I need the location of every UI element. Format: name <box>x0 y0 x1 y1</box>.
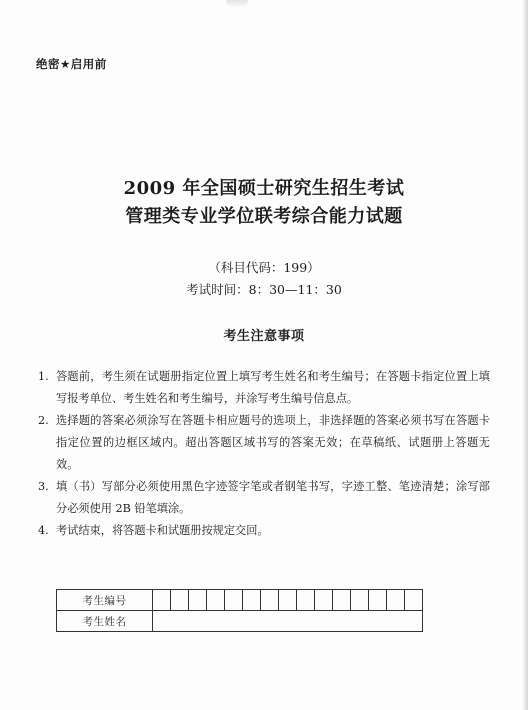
subject-code: （科目代码：199） <box>208 260 320 275</box>
candidate-number-box[interactable] <box>171 590 189 611</box>
candidate-number-box[interactable] <box>333 590 351 611</box>
candidate-number-box[interactable] <box>351 590 369 611</box>
notice-number: 1. <box>38 370 49 383</box>
candidate-number-box[interactable] <box>405 590 423 611</box>
scan-mark <box>226 0 248 8</box>
candidate-name-field[interactable] <box>153 611 423 632</box>
notice-item <box>38 520 490 542</box>
candidate-info-table <box>56 589 423 632</box>
candidate-number-label: 考生编号 <box>57 590 153 611</box>
candidate-number-row <box>57 590 423 611</box>
candidate-number-box[interactable] <box>315 590 333 611</box>
notice-item <box>38 366 490 410</box>
notice-number: 3. <box>38 480 49 493</box>
exam-title-line1: 2009 年全国硕士研究生招生考试 <box>123 178 405 199</box>
candidate-number-box[interactable] <box>369 590 387 611</box>
candidate-number-box[interactable] <box>243 590 261 611</box>
candidate-number-box[interactable] <box>279 590 297 611</box>
notice-text: 填（书）写部分必须使用黑色字迹签字笔或者钢笔书写，字迹工整、笔迹清楚；涂写部分必须使用 2B 铅笔填涂。 <box>56 480 490 515</box>
candidate-number-box[interactable] <box>153 590 171 611</box>
notice-text: 选择题的答案必须涂写在答题卡相应题号的选项上，非选择题的答案必须书写在答题卡指定位置的边框区域内。超出答题区域书写的答案无效；在草稿纸、试题册上答题无效。 <box>56 414 490 471</box>
notice-number: 4. <box>38 524 49 537</box>
notice-text: 答题前，考生须在试题册指定位置上填写考生姓名和考生编号；在答题卡指定位置上填写报考单位、考生姓名和考生编号，并涂写考生编号信息点。 <box>56 370 490 405</box>
candidate-number-box[interactable] <box>261 590 279 611</box>
notice-heading: 考生注意事项 <box>223 329 305 344</box>
candidate-number-box[interactable] <box>225 590 243 611</box>
exam-title-line2: 管理类专业学位联考综合能力试题 <box>125 206 403 227</box>
page-edge-shadow <box>522 0 528 710</box>
candidate-name-row <box>57 611 423 632</box>
classification-label: 绝密★启用前 <box>36 57 107 71</box>
notice-item <box>38 476 490 520</box>
notice-list <box>38 366 490 542</box>
candidate-number-box[interactable] <box>297 590 315 611</box>
candidate-number-box[interactable] <box>189 590 207 611</box>
candidate-name-label: 考生姓名 <box>57 611 153 632</box>
notice-text: 考试结束，将答题卡和试题册按规定交回。 <box>56 524 269 537</box>
notice-number: 2. <box>38 414 49 427</box>
candidate-number-box[interactable] <box>387 590 405 611</box>
exam-time: 考试时间：8：30—11：30 <box>186 282 342 297</box>
candidate-number-box[interactable] <box>207 590 225 611</box>
notice-item <box>38 410 490 476</box>
